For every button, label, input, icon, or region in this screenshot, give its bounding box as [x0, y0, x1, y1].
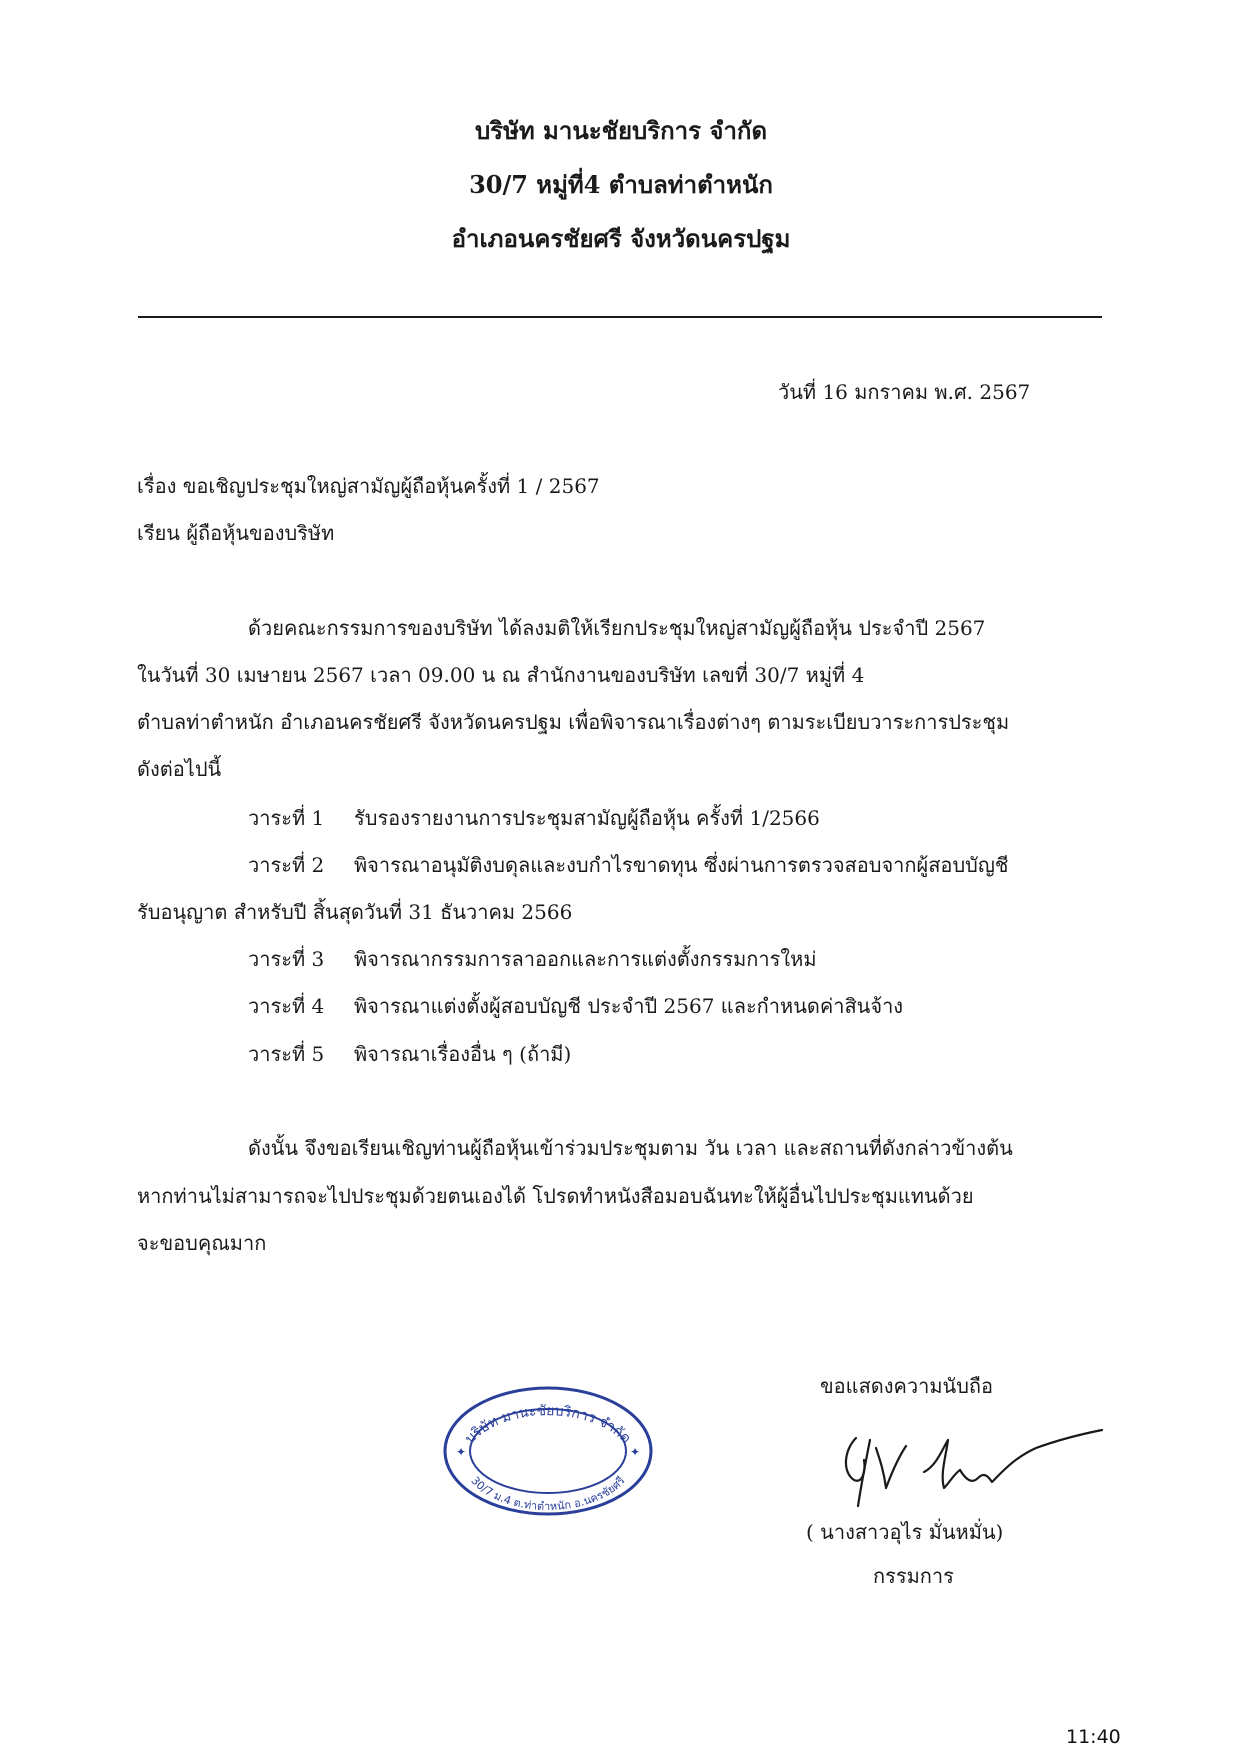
intro-line-1: ด้วยคณะกรรมการของบริษัท ได้ลงมติให้เรียกประชุมใหญ่สามัญผู้ถือหุ้น ประจำปี 2567	[248, 616, 986, 640]
agenda-1-number: วาระที่ 1	[248, 806, 325, 830]
letter-date: วันที่ 16 มกราคม พ.ศ. 2567	[778, 380, 1031, 404]
agenda-2-text: พิจารณาอนุมัติงบดุลและงบกำไรขาดทุน ซึ่งผ่านการตรวจสอบจากผู้สอบบัญชี	[354, 853, 1009, 877]
company-name: บริษัท มานะชัยบริการ จำกัด	[474, 116, 768, 145]
agenda-5-number: วาระที่ 5	[248, 1042, 325, 1066]
closing-line-3: จะขอบคุณมาก	[137, 1231, 267, 1255]
agenda-3-number: วาระที่ 3	[248, 947, 325, 971]
signatory-title: กรรมการ	[873, 1564, 954, 1588]
closing-line-2: หากท่านไม่สามารถจะไปประชุมด้วยตนเองได้ โปรดทำหนังสือมอบฉันทะให้ผู้อื่นไปประชุมแทนด้วย	[137, 1184, 974, 1208]
company-seal-stamp	[442, 1384, 654, 1518]
company-address-line-2: อำเภอนครชัยศรี จังหวัดนครปฐม	[451, 224, 791, 253]
closing-line-1: ดังนั้น จึงขอเรียนเชิญท่านผู้ถือหุ้นเข้าร่วมประชุมตาม วัน เวลา และสถานที่ดังกล่าวข้างต้น	[248, 1136, 1013, 1160]
agenda-2-continuation: รับอนุญาต สำหรับปี สิ้นสุดวันที่ 31 ธันวาคม 2566	[137, 900, 573, 924]
svg-text:✦: ✦	[630, 1445, 641, 1459]
agenda-3-text: พิจารณากรรมการลาออกและการแต่งตั้งกรรมการใหม่	[354, 947, 817, 971]
svg-text:บริษัท มานะชัยบริการ จำกัด: บริษัท มานะชัยบริการ จำกัด	[462, 1403, 634, 1447]
agenda-1-text: รับรองรายงานการประชุมสามัญผู้ถือหุ้น ครั้งที่ 1/2566	[354, 806, 820, 830]
svg-text:30/7 ม.4 ต.ท่าตำหนัก อ.นครชัยศ: 30/7 ม.4 ต.ท่าตำหนัก อ.นครชัยศรี	[468, 1474, 628, 1514]
signatory-name: ( นางสาวอุไร มั่นหมั่น)	[806, 1520, 1004, 1544]
agenda-2-number: วาระที่ 2	[248, 853, 325, 877]
agenda-4-text: พิจารณาแต่งตั้งผู้สอบบัญชี ประจำปี 2567 และกำหนดค่าสินจ้าง	[354, 994, 904, 1018]
intro-line-2: ในวันที่ 30 เมษายน 2567 เวลา 09.00 น ณ สำนักงานของบริษัท เลขที่ 30/7 หมู่ที่ 4	[137, 663, 865, 687]
letter-subject: เรื่อง ขอเชิญประชุมใหญ่สามัญผู้ถือหุ้นครั้งที่ 1 / 2567	[137, 474, 600, 498]
timestamp: 11:40	[1066, 1726, 1121, 1748]
handwritten-signature	[836, 1410, 1108, 1520]
header-divider	[138, 316, 1102, 318]
svg-text:✦: ✦	[456, 1445, 467, 1459]
company-address-line-1: 30/7 หมู่ที่4 ตำบลท่าตำหนัก	[469, 170, 773, 199]
intro-line-3: ตำบลท่าตำหนัก อำเภอนครชัยศรี จังหวัดนครปฐม เพื่อพิจารณาเรื่องต่างๆ ตามระเบียบวาระการประชุม	[137, 710, 1010, 734]
agenda-5-text: พิจารณาเรื่องอื่น ๆ (ถ้ามี)	[354, 1042, 572, 1066]
intro-line-4: ดังต่อไปนี้	[137, 757, 222, 781]
agenda-4-number: วาระที่ 4	[248, 994, 325, 1018]
closing-regards: ขอแสดงความนับถือ	[820, 1374, 994, 1398]
letter-recipient: เรียน ผู้ถือหุ้นของบริษัท	[137, 521, 335, 545]
